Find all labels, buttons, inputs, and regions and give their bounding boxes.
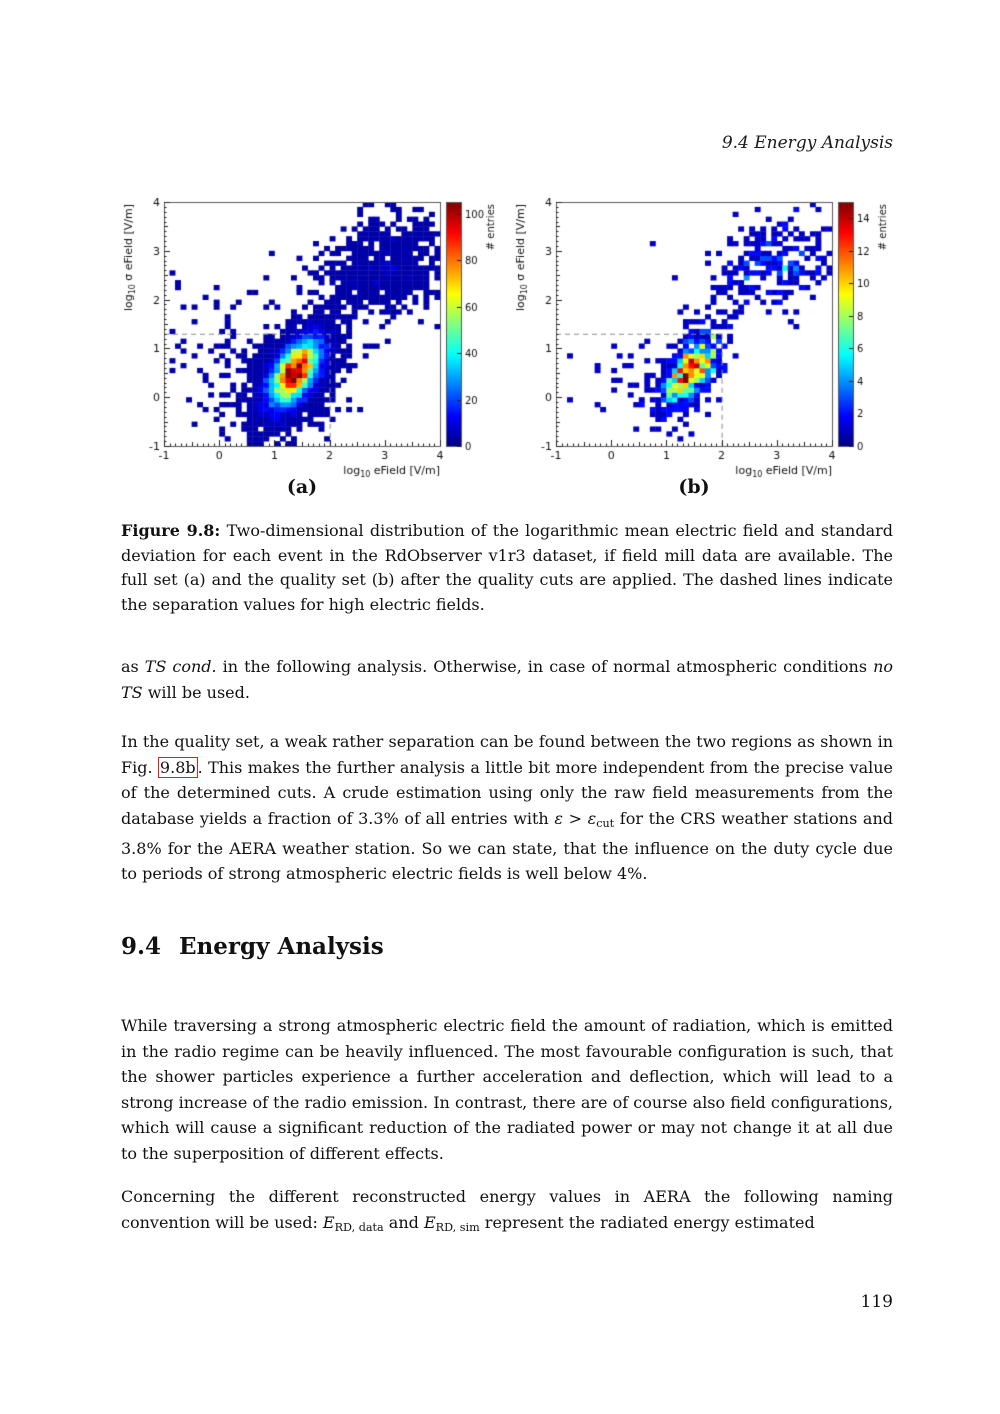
panel-label-a: (a) (286, 476, 318, 498)
text-segment: E (423, 1212, 436, 1232)
text-segment: Concerning the different reconstructed energy values in AERA the following naming convention will be used: (121, 1187, 893, 1232)
text-segment: and (383, 1212, 424, 1232)
section-heading (121, 933, 893, 960)
text-segment: . This makes the further analysis a little bit more independent from the precise value of the determined cuts. A crude estimation using only the raw field measurements from the database yields a fraction of 3.3% of all entries with (121, 757, 893, 828)
running-header: 9.4 Energy Analysis (721, 133, 893, 153)
paragraph-quality-set (121, 729, 893, 887)
text-segment: ε (587, 808, 597, 828)
text-segment: cut (596, 816, 615, 830)
text-segment: TS cond. (144, 657, 217, 676)
histogram-b-canvas (510, 188, 900, 498)
figure-9-8 (118, 188, 900, 498)
figure-caption (121, 519, 893, 617)
text-segment: Two-dimensional distribution of the logarithmic mean electric field and standard deviation for each event in the RdObserver v1r3 dataset, if field mill data are available. The full set (a) and the quality set (b) after the quality cuts are applied. The dashed lines indicate the separation values for high electric fields. (121, 521, 894, 614)
text-segment: represent the radiated energy estimated (479, 1212, 815, 1232)
text-segment: for the CRS weather stations and 3.8% for the AERA weather station. So we can state, that the influence on the duty cycle due to periods of strong atmospheric electric fields is well below 4%. (121, 808, 894, 884)
paragraph-naming-convention (121, 1184, 893, 1240)
text-segment: RD, data (334, 1220, 384, 1234)
section-title: Energy Analysis (179, 933, 384, 960)
figure-panel-b (510, 188, 900, 498)
text-segment: will be used. (142, 682, 250, 702)
text-segment: > (562, 808, 588, 828)
text-segment: While traversing a strong atmospheric electric field the amount of radiation, which is emitted in the radio regime can be heavily influenced. The most favourable configuration is such, that the shower particles experience a further acceleration and deflection, which will lead to a strong increase of the radio emission. In contrast, there are of course also field configurations, which will cause a significant reduction of the radiated power or may not change it at all due to the superposition of different effects. (121, 1016, 893, 1163)
histogram-a-canvas (118, 188, 508, 498)
paragraph-ts-cond (121, 654, 893, 705)
figure-ref-link[interactable]: 9.8b (159, 757, 196, 777)
figure-panel-a (118, 188, 508, 498)
text-segment: RD, sim (435, 1220, 480, 1234)
text-segment: In the quality set, a weak rather separation can be found between the two regions as shown in Fig. (121, 732, 893, 777)
text-segment: E (322, 1212, 335, 1232)
panel-label-b: (b) (678, 476, 710, 498)
text-segment: Figure 9.8: (121, 521, 221, 540)
section-number: 9.4 (121, 933, 162, 960)
text-segment: no TS (121, 657, 893, 702)
text-segment: as (121, 657, 145, 676)
text-segment: in the following analysis. Otherwise, in case of normal atmospheric conditions (216, 657, 874, 676)
page-number: 119 (860, 1292, 893, 1312)
paragraph-efield-radiation (121, 1013, 893, 1166)
text-segment: ε (554, 808, 563, 828)
